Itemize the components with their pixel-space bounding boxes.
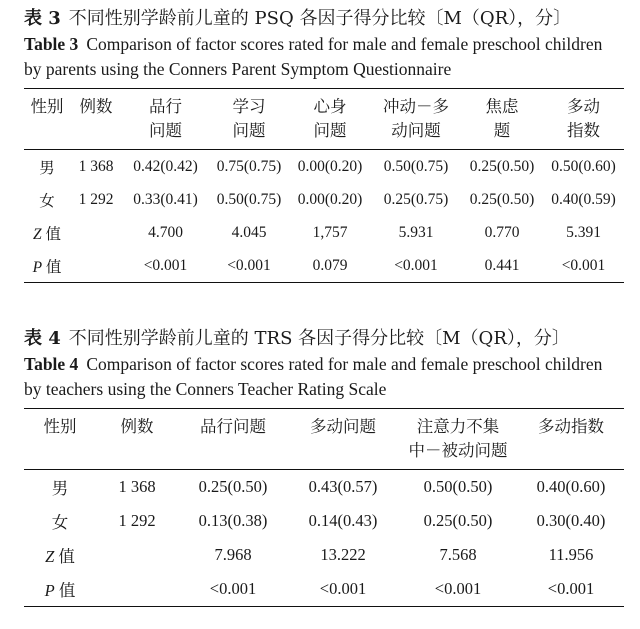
table-cell: 0.42(0.42)	[133, 157, 198, 175]
table-cell: 0.14(0.43)	[308, 511, 378, 530]
table-cell: <0.001	[143, 256, 188, 274]
table-cell: 1 292	[78, 190, 114, 208]
table-cell: 男	[39, 159, 55, 177]
table-cell: <0.001	[209, 579, 257, 598]
table-4-number-en: Table 4	[24, 354, 79, 374]
z-value-label: Z 值	[32, 225, 61, 243]
table-4-header-inattention: 注意力不集 中－被动问题	[408, 417, 508, 460]
table-3-header-learning: 学习 问题	[232, 97, 266, 140]
table-4-header-conduct: 品行问题	[200, 417, 266, 436]
p-value-label: P 值	[32, 258, 62, 276]
table-4	[24, 408, 624, 607]
table-3-row-z	[24, 216, 624, 249]
table-3-title-zh	[24, 6, 624, 32]
table-cell: 0.25(0.50)	[423, 511, 493, 530]
table-cell: <0.001	[434, 579, 482, 598]
table-cell: 0.441	[484, 256, 520, 274]
table-4-caption-en: Comparison of factor scores rated for male and female preschool children by teachers using the Conners Teacher Rating Scale	[24, 354, 603, 399]
table-cell: 0.33(0.41)	[133, 190, 198, 208]
table-cell: 1 368	[78, 157, 114, 175]
table-4-row-z	[24, 538, 624, 572]
table-cell	[96, 572, 178, 607]
table-cell: 0.75(0.75)	[216, 157, 282, 175]
table-3-number-zh: 表 3	[24, 8, 61, 29]
table-4-row-male	[24, 470, 624, 505]
table-cell: 0.13(0.38)	[198, 511, 268, 530]
table-cell: 0.50(0.75)	[216, 190, 282, 208]
table-3-caption-zh: 不同性别学龄前儿童的 PSQ 各因子得分比较〔M（QR），分〕	[68, 8, 572, 29]
table-3-header-impulsive: 冲动－多 动问题	[383, 97, 449, 140]
table-cell: <0.001	[561, 256, 606, 274]
table-4-row-p	[24, 572, 624, 607]
table-cell: 0.25(0.75)	[383, 190, 449, 208]
table-4-number-zh: 表 4	[24, 328, 61, 349]
table-3-header-count: 例数	[79, 97, 113, 116]
table-3-row-female	[24, 183, 624, 216]
table-cell: 4.700	[148, 223, 183, 241]
table-cell: 0.40(0.59)	[551, 190, 616, 208]
table-cell: 女	[51, 513, 69, 532]
table-3-header-anxiety: 焦虑 题	[485, 97, 519, 140]
table-cell: 11.956	[548, 545, 594, 564]
table-4-title-zh	[24, 326, 624, 352]
table-cell: 0.40(0.60)	[536, 477, 606, 496]
table-4-header-hyperactivity: 多动问题	[310, 417, 376, 436]
table-cell: 0.25(0.50)	[198, 477, 268, 496]
table-4-header-sex: 性别	[43, 417, 77, 436]
table-cell: 1 368	[118, 477, 156, 496]
z-value-label: Z 值	[45, 547, 75, 566]
table-cell: <0.001	[547, 579, 595, 598]
table-cell: <0.001	[319, 579, 367, 598]
table-3-header-hyperactivity: 多动 指数	[567, 97, 600, 140]
table-cell	[96, 538, 178, 572]
table-4-header-row	[24, 409, 624, 470]
table-4-caption-zh: 不同性别学龄前儿童的 TRS 各因子得分比较〔M（QR），分〕	[68, 328, 570, 349]
table-cell: <0.001	[394, 256, 438, 274]
table-cell: 0.00(0.20)	[297, 157, 363, 175]
table-cell: 0.43(0.57)	[308, 477, 378, 496]
table-3-row-male	[24, 150, 624, 184]
table-cell: 0.50(0.75)	[383, 157, 449, 175]
table-cell	[70, 249, 122, 283]
table-cell: 1,757	[312, 223, 348, 241]
table-cell: 5.931	[398, 223, 434, 241]
table-cell: 7.968	[214, 545, 252, 564]
table-3-number-en: Table 3	[24, 34, 79, 54]
table-4-header-count: 例数	[120, 417, 154, 436]
table-cell: 0.079	[312, 256, 348, 274]
table-3-title-en	[24, 32, 624, 82]
table-cell: 0.50(0.60)	[551, 157, 616, 175]
table-cell: 0.25(0.50)	[469, 190, 535, 208]
table-3-header-sex: 性别	[30, 97, 64, 116]
table-cell: 5.391	[566, 223, 601, 241]
table-3-header-row	[24, 89, 624, 150]
table-3	[24, 88, 624, 283]
table-3-row-p	[24, 249, 624, 283]
table-cell: 男	[51, 479, 69, 498]
table-cell: 女	[39, 192, 55, 210]
table-4-title-en	[24, 352, 624, 402]
table-cell: 1 292	[118, 511, 156, 530]
table-cell: 7.568	[439, 545, 477, 564]
table-cell: 0.25(0.50)	[469, 157, 535, 175]
table-cell	[70, 216, 122, 249]
table-cell: 0.00(0.20)	[297, 190, 363, 208]
table-4-header-hyperactivity-index: 多动指数	[538, 417, 604, 436]
table-cell: 0.770	[484, 223, 520, 241]
table-cell: <0.001	[227, 256, 271, 274]
table-3-block	[24, 6, 624, 283]
table-cell: 4.045	[231, 223, 267, 241]
table-cell: 13.222	[320, 545, 366, 564]
table-3-caption-en: Comparison of factor scores rated for male and female preschool children by parents using the Conners Parent Symptom Questionnaire	[24, 34, 603, 79]
table-3-header-psychosomatic: 心身 问题	[313, 97, 347, 140]
table-3-header-conduct: 品行 问题	[149, 97, 182, 140]
table-4-block	[24, 326, 624, 607]
table-cell: 0.30(0.40)	[536, 511, 606, 530]
table-4-row-female	[24, 504, 624, 538]
table-cell: 0.50(0.50)	[423, 477, 493, 496]
p-value-label: P 值	[44, 581, 76, 600]
